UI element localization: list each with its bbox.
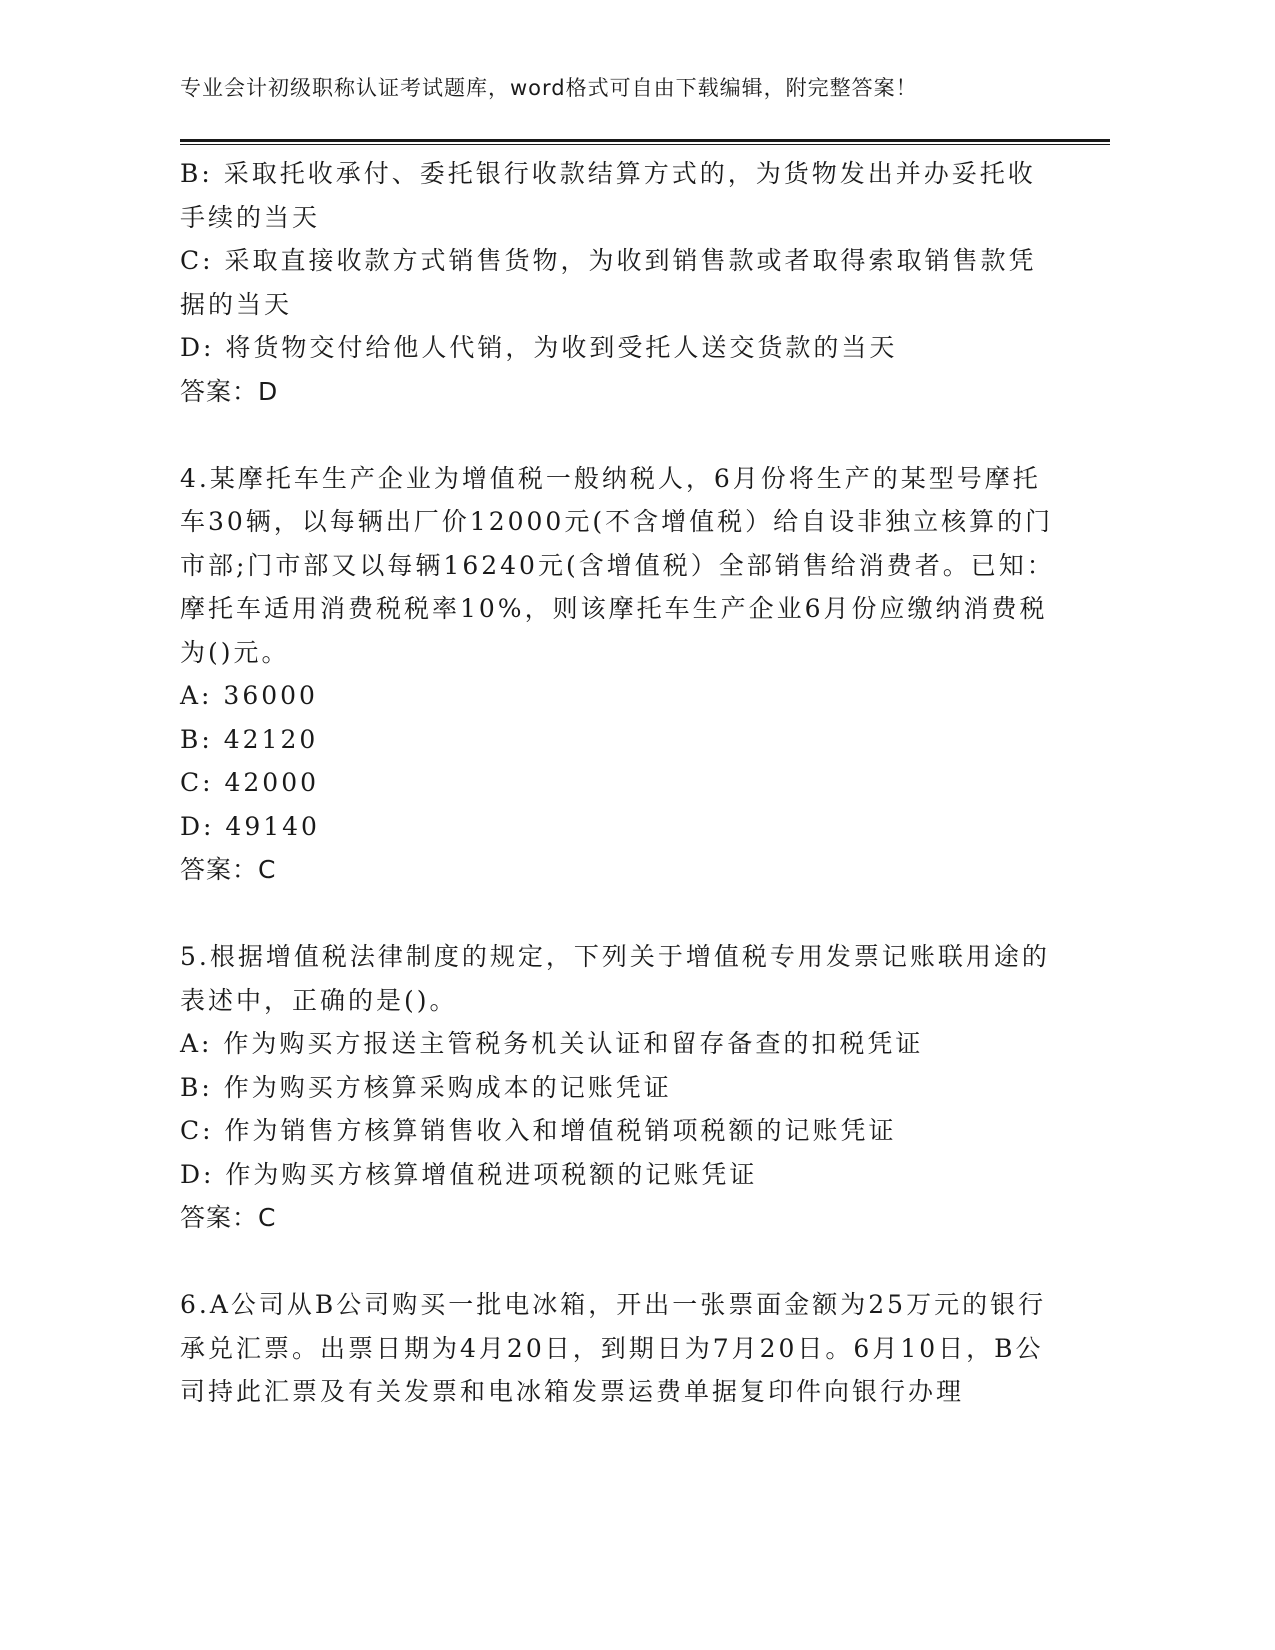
q4-option-a: A: 36000 [180, 681, 318, 710]
question-3-tail [180, 152, 1060, 413]
q5-stem: 5.根据增值税法律制度的规定，下列关于增值税专用发票记账联用途的表述中，正确的是()。 [180, 942, 1050, 1015]
q6-stem: 6.A公司从B公司购买一批电冰箱，开出一张票面金额为25万元的银行承兑汇票。出票日期为4月20日，到期日为7月20日。6月10日，B公司持此汇票及有关发票和电冰箱发票运费单据复印件向银行办理 [180, 1290, 1047, 1406]
q3-answer: 答案：D [180, 376, 279, 406]
q4-stem: 4.某摩托车生产企业为增值税一般纳税人，6月份将生产的某型号摩托车30辆，以每辆出厂价12000元(不含增值税）给自设非独立核算的门市部;门市部又以每辆16240元(含增值税）全部销售给消费者。已知：摩托车适用消费税税率10%，则该摩托车生产企业6月份应缴纳消费税为()元。 [180, 463, 1055, 667]
q5-answer: 答案：C [180, 1203, 277, 1232]
q3-option-d: D: 将货物交付给他人代销，为收到受托人送交货款的当天 [180, 333, 898, 362]
q5-option-c: C: 作为销售方核算销售收入和增值税销项税额的记账凭证 [180, 1116, 897, 1145]
q4-option-d: D: 49140 [180, 811, 320, 841]
question-gap [180, 413, 1060, 457]
q4-option-c: C: 42000 [180, 768, 320, 797]
question-gap [180, 892, 1060, 936]
question-6 [180, 1283, 1060, 1414]
exam-content [180, 152, 1060, 1414]
q4-option-b: B: 42120 [180, 724, 319, 754]
question-4 [180, 457, 1060, 892]
question-gap [180, 1240, 1060, 1284]
q3-option-c: C: 采取直接收款方式销售货物，为收到销售款或者取得索取销售款凭据的当天 [180, 246, 1037, 319]
q3-option-b: B: 采取托收承付、委托银行收款结算方式的，为货物发出并办妥托收手续的当天 [180, 159, 1036, 232]
page-header: 专业会计初级职称认证考试题库，word格式可自由下载编辑，附完整答案！ [180, 76, 918, 100]
question-5 [180, 935, 1060, 1240]
q5-option-d: D: 作为购买方核算增值税进项税额的记账凭证 [180, 1159, 758, 1189]
q4-answer: 答案：C [180, 855, 277, 884]
header-divider [180, 139, 1110, 145]
q5-option-a: A: 作为购买方报送主管税务机关认证和留存备查的扣税凭证 [180, 1029, 924, 1058]
q5-option-b: B: 作为购买方核算采购成本的记账凭证 [180, 1072, 672, 1102]
